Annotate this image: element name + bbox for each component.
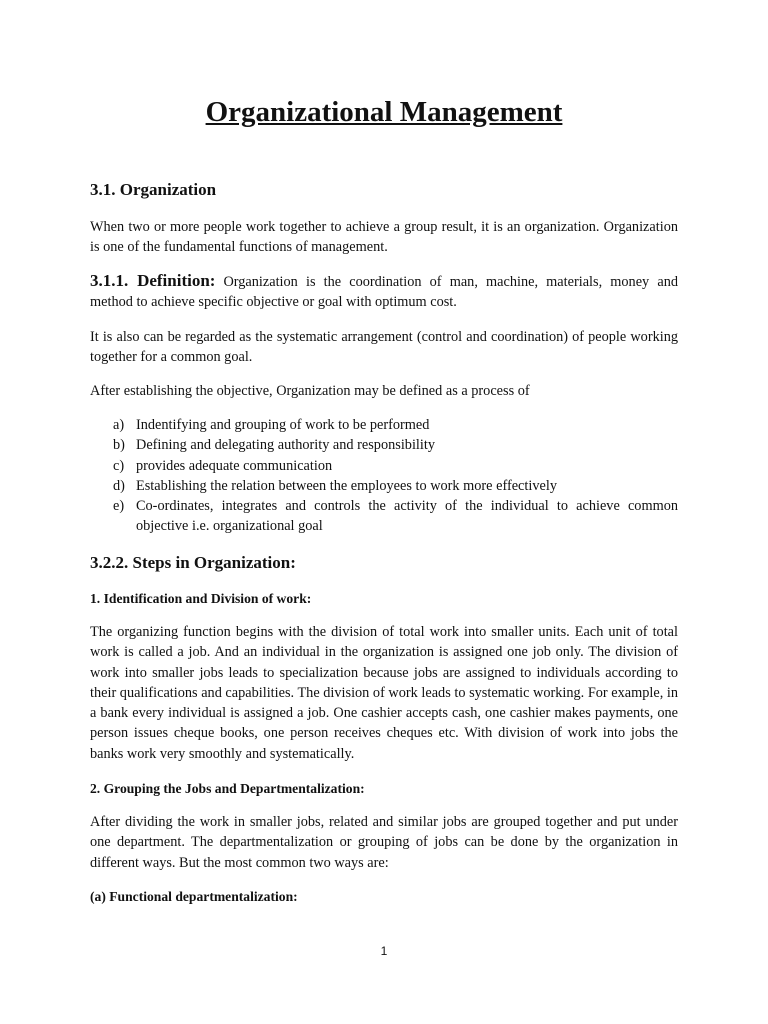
step1-paragraph: The organizing function begins with the division of total work into smaller units. Each unit of total work is called a job. And an individual in the organization is assigned one job only. The division of work into smaller jobs leads to specialization because jobs are assigned to individuals according to their qualifications and capabilities. The division of work leads to systematic working. For example, in a bank every individual is assigned a job. One cashier accepts cash, one cashier makes payments, one person issues cheque books, one person receives cheques etc. With division of work into jobs the banks work very smoothly and systematically. (90, 624, 678, 762)
list-item (113, 435, 678, 455)
list-item (113, 456, 678, 476)
page-title: Organizational Management (205, 96, 563, 128)
step2-paragraph: After dividing the work in smaller jobs, related and similar jobs are grouped together and put under one department. The departmentalization or grouping of jobs can be done by the organization in different ways. But the most common two ways are: (90, 814, 678, 871)
list-marker: c) (113, 457, 125, 474)
functional-departmentalization-heading: (a) Functional departmentalization: (90, 889, 298, 904)
list-marker: d) (113, 477, 125, 494)
step1-heading: 1. Identification and Division of work: (90, 591, 312, 606)
list-item-text: provides adequate communication (136, 457, 333, 474)
list-item-text: Establishing the relation between the employees to work more effectively (136, 477, 557, 494)
definition-text: Organization is the coordination of man, machine, materials, money and method to achieve specific objective or goal with optimum cost. (90, 274, 678, 311)
list-item (113, 415, 678, 435)
process-list (113, 415, 678, 537)
definition-label: 3.1.1. Definition: (90, 271, 216, 290)
systematic-paragraph: It is also can be regarded as the systematic arrangement (control and coordination) of people working together for a common goal. (90, 329, 678, 366)
intro-paragraph: When two or more people work together to achieve a group result, it is an organization. Organization is one of the fundamental functions of management. (90, 219, 678, 256)
page-number: 1 (380, 944, 388, 958)
list-marker: a) (113, 417, 125, 433)
definition-paragraph (90, 271, 678, 313)
list-item-text: Indentifying and grouping of work to be performed (136, 417, 430, 433)
process-intro-paragraph: After establishing the objective, Organization may be defined as a process of (90, 383, 530, 399)
list-marker: b) (113, 437, 125, 454)
list-item-text: Defining and delegating authority and responsibility (136, 437, 435, 454)
step2-heading: 2. Grouping the Jobs and Departmentalization: (90, 781, 365, 796)
list-item-text: Co-ordinates, integrates and controls the activity of the individual to achieve common objective i.e. organizational goal (136, 498, 678, 535)
list-item (113, 496, 678, 537)
list-marker: e) (113, 498, 125, 515)
list-item (113, 476, 678, 496)
steps-heading: 3.2.2. Steps in Organization: (90, 553, 296, 572)
section-heading-organization: 3.1. Organization (90, 180, 217, 199)
